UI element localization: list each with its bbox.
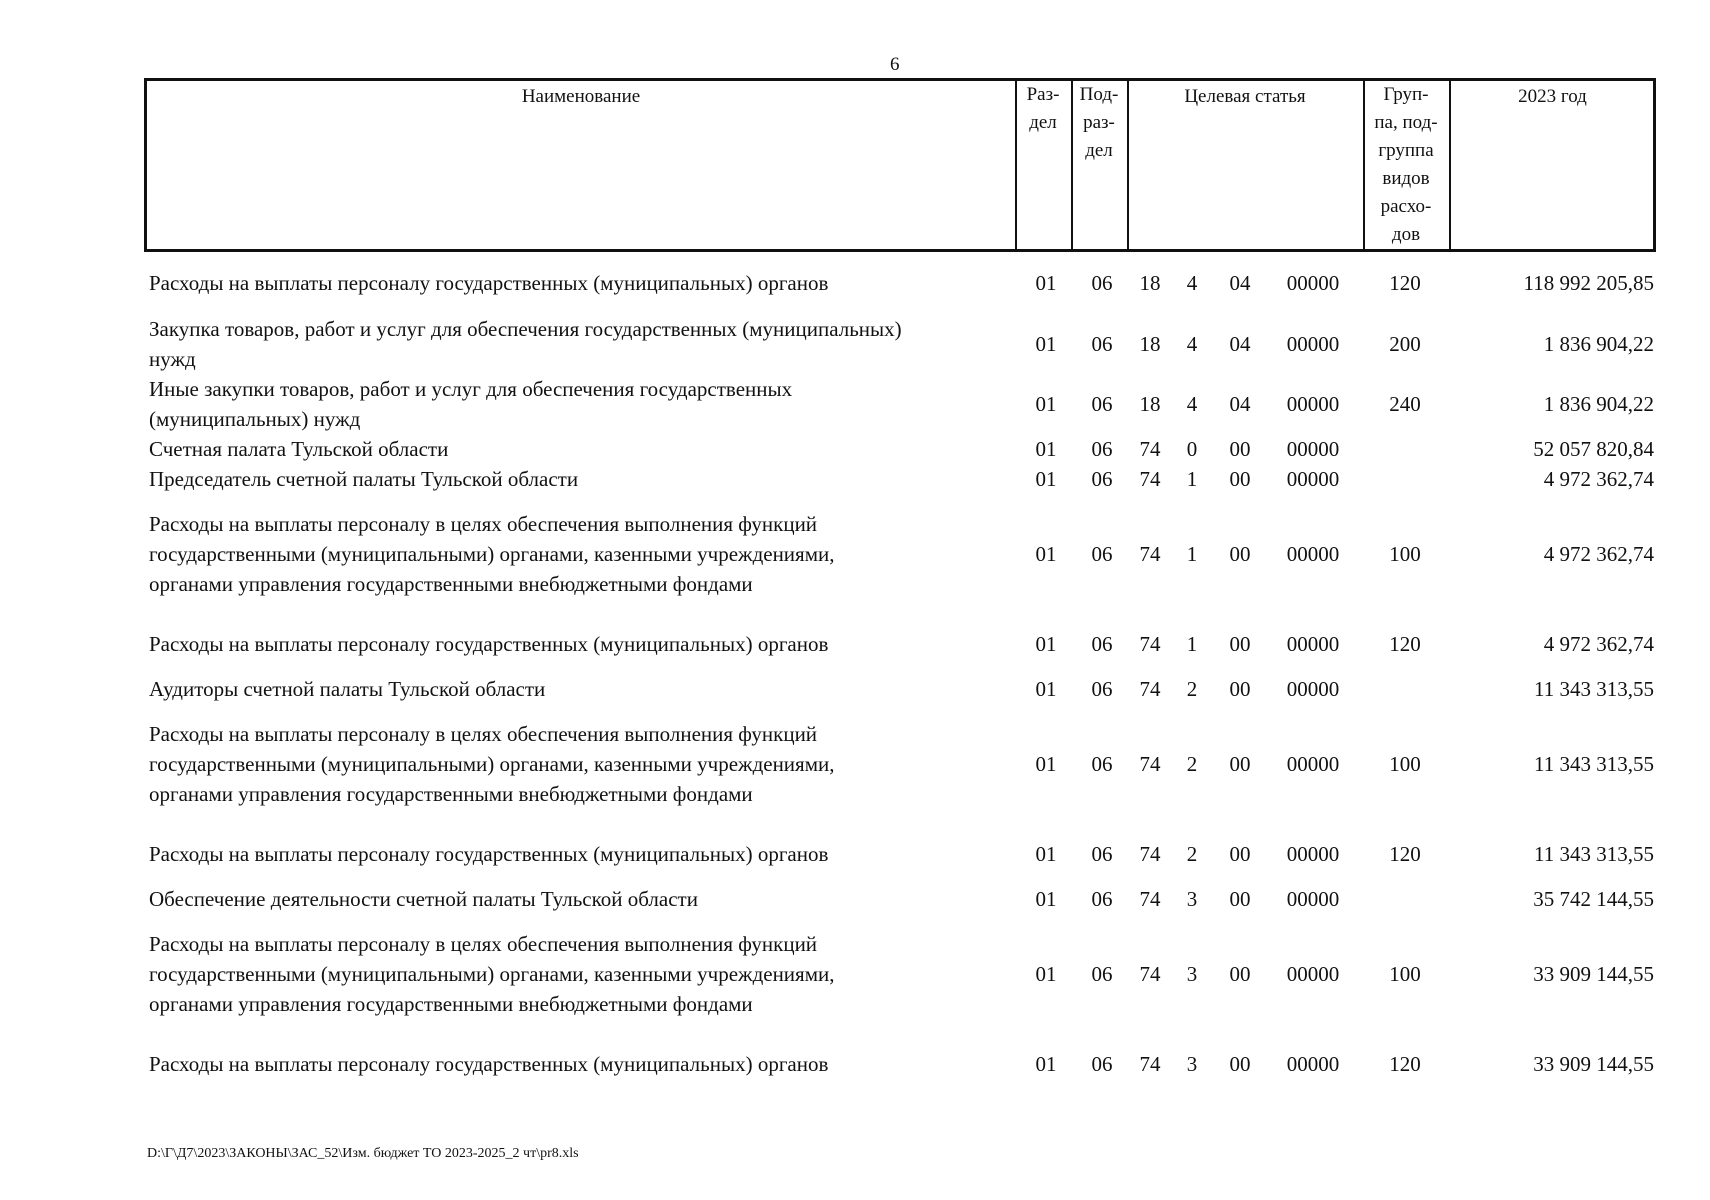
cell-cs-type: 3 bbox=[1186, 1052, 1198, 1076]
cell-razdel: 01 bbox=[1035, 842, 1057, 866]
cell-amount: 52 057 820,84 bbox=[1533, 437, 1654, 461]
cell-cs-direction: 00000 bbox=[1286, 632, 1340, 656]
cell-cs-type: 2 bbox=[1186, 752, 1198, 776]
cell-podrazdel: 06 bbox=[1091, 542, 1113, 566]
table-header bbox=[144, 78, 1656, 252]
cell-cs-subprogram: 00 bbox=[1229, 752, 1251, 776]
cell-cs-type: 4 bbox=[1186, 271, 1198, 295]
cell-cs-subprogram: 04 bbox=[1229, 392, 1251, 416]
cell-razdel: 01 bbox=[1035, 1052, 1057, 1076]
row-name: Расходы на выплаты персоналу государственных (муниципальных) органов bbox=[149, 632, 829, 656]
row-name: Счетная палата Тульской области bbox=[149, 437, 449, 461]
cell-cs-subprogram: 00 bbox=[1229, 467, 1251, 491]
row-name: Иные закупки товаров, работ и услуг для обеспечения государственных (муниципальных) нужд bbox=[149, 377, 793, 431]
cell-amount: 33 909 144,55 bbox=[1533, 1052, 1654, 1076]
cell-cs-subprogram: 00 bbox=[1229, 842, 1251, 866]
cell-cs-program: 74 bbox=[1139, 542, 1161, 566]
cell-cs-subprogram: 00 bbox=[1229, 437, 1251, 461]
cell-cs-direction: 00000 bbox=[1286, 677, 1340, 701]
cell-vr: 120 bbox=[1389, 632, 1421, 656]
cell-cs-subprogram: 00 bbox=[1229, 542, 1251, 566]
cell-cs-direction: 00000 bbox=[1286, 962, 1340, 986]
cell-vr: 100 bbox=[1389, 542, 1421, 566]
cell-amount: 11 343 313,55 bbox=[1534, 752, 1654, 776]
cell-amount: 4 972 362,74 bbox=[1543, 632, 1654, 656]
cell-podrazdel: 06 bbox=[1091, 467, 1113, 491]
cell-vr: 120 bbox=[1389, 1052, 1421, 1076]
row-name: Расходы на выплаты персоналу в целях обеспечения выполнения функций государственными (муниципальными) органами, казенными учреждениями, органами управления государственными внебюджетными фондами bbox=[149, 722, 835, 806]
cell-cs-type: 1 bbox=[1186, 632, 1198, 656]
cell-vr: 120 bbox=[1389, 842, 1421, 866]
cell-amount: 11 343 313,55 bbox=[1534, 842, 1654, 866]
cell-cs-program: 74 bbox=[1139, 632, 1161, 656]
cell-cs-direction: 00000 bbox=[1286, 271, 1340, 295]
cell-cs-program: 74 bbox=[1139, 962, 1161, 986]
cell-razdel: 01 bbox=[1035, 467, 1057, 491]
cell-podrazdel: 06 bbox=[1091, 962, 1113, 986]
cell-podrazdel: 06 bbox=[1091, 271, 1113, 295]
cell-cs-direction: 00000 bbox=[1286, 752, 1340, 776]
cell-podrazdel: 06 bbox=[1091, 677, 1113, 701]
cell-cs-subprogram: 04 bbox=[1229, 332, 1251, 356]
cell-podrazdel: 06 bbox=[1091, 1052, 1113, 1076]
header-name: Наименование bbox=[521, 86, 641, 107]
cell-cs-direction: 00000 bbox=[1286, 392, 1340, 416]
file-path-footer: D:\Г\Д7\2023\ЗАКОНЫ\ЗАС_52\Изм. бюджет ТО 2023-2025_2 чт\pr8.xls bbox=[147, 1146, 579, 1161]
cell-vr: 100 bbox=[1389, 752, 1421, 776]
cell-cs-direction: 00000 bbox=[1286, 887, 1340, 911]
cell-cs-type: 4 bbox=[1186, 332, 1198, 356]
cell-razdel: 01 bbox=[1035, 887, 1057, 911]
cell-cs-program: 74 bbox=[1139, 437, 1161, 461]
cell-razdel: 01 bbox=[1035, 332, 1057, 356]
cell-cs-type: 0 bbox=[1186, 437, 1198, 461]
cell-cs-program: 74 bbox=[1139, 842, 1161, 866]
cell-amount: 4 972 362,74 bbox=[1543, 542, 1654, 566]
cell-vr: 240 bbox=[1389, 392, 1421, 416]
header-razdel: Раз- дел bbox=[1026, 84, 1060, 133]
cell-cs-type: 3 bbox=[1186, 962, 1198, 986]
cell-cs-direction: 00000 bbox=[1286, 332, 1340, 356]
page-number: 6 bbox=[890, 54, 900, 75]
cell-razdel: 01 bbox=[1035, 752, 1057, 776]
cell-cs-program: 18 bbox=[1139, 392, 1161, 416]
cell-cs-program: 74 bbox=[1139, 752, 1161, 776]
cell-cs-type: 1 bbox=[1186, 467, 1198, 491]
cell-cs-direction: 00000 bbox=[1286, 542, 1340, 566]
row-name: Председатель счетной палаты Тульской области bbox=[149, 467, 579, 491]
cell-podrazdel: 06 bbox=[1091, 632, 1113, 656]
cell-cs-program: 18 bbox=[1139, 332, 1161, 356]
row-name: Обеспечение деятельности счетной палаты Тульской области bbox=[149, 887, 698, 911]
cell-cs-type: 4 bbox=[1186, 392, 1198, 416]
cell-cs-direction: 00000 bbox=[1286, 842, 1340, 866]
cell-razdel: 01 bbox=[1035, 392, 1057, 416]
header-year: 2023 год bbox=[1518, 86, 1587, 107]
cell-podrazdel: 06 bbox=[1091, 392, 1113, 416]
cell-cs-subprogram: 00 bbox=[1229, 962, 1251, 986]
cell-razdel: 01 bbox=[1035, 632, 1057, 656]
cell-razdel: 01 bbox=[1035, 437, 1057, 461]
cell-amount: 1 836 904,22 bbox=[1543, 332, 1654, 356]
cell-podrazdel: 06 bbox=[1091, 842, 1113, 866]
cell-vr: 200 bbox=[1389, 332, 1421, 356]
cell-razdel: 01 bbox=[1035, 677, 1057, 701]
row-name: Расходы на выплаты персоналу государственных (муниципальных) органов bbox=[149, 1052, 829, 1076]
cell-cs-subprogram: 00 bbox=[1229, 1052, 1251, 1076]
cell-podrazdel: 06 bbox=[1091, 437, 1113, 461]
row-name: Аудиторы счетной палаты Тульской области bbox=[149, 677, 546, 701]
cell-cs-type: 2 bbox=[1186, 677, 1198, 701]
cell-amount: 35 742 144,55 bbox=[1533, 887, 1654, 911]
cell-podrazdel: 06 bbox=[1091, 887, 1113, 911]
row-name: Закупка товаров, работ и услуг для обеспечения государственных (муниципальных) нужд bbox=[149, 317, 902, 371]
cell-cs-subprogram: 04 bbox=[1229, 271, 1251, 295]
header-podrazdel: Под- раз- дел bbox=[1079, 84, 1119, 161]
cell-cs-subprogram: 00 bbox=[1229, 632, 1251, 656]
cell-cs-type: 3 bbox=[1186, 887, 1198, 911]
cell-cs-direction: 00000 bbox=[1286, 437, 1340, 461]
row-name: Расходы на выплаты персоналу государственных (муниципальных) органов bbox=[149, 842, 829, 866]
cell-amount: 4 972 362,74 bbox=[1543, 467, 1654, 491]
cell-cs-program: 18 bbox=[1139, 271, 1161, 295]
header-gruppa-vidov-rashodov: Груп- па, под- группа видов расхо- дов bbox=[1374, 84, 1438, 245]
cell-razdel: 01 bbox=[1035, 962, 1057, 986]
cell-cs-direction: 00000 bbox=[1286, 1052, 1340, 1076]
row-name: Расходы на выплаты персоналу в целях обеспечения выполнения функций государственными (муниципальными) органами, казенными учреждениями, органами управления государственными внебюджетными фондами bbox=[149, 512, 835, 596]
row-name: Расходы на выплаты персоналу в целях обеспечения выполнения функций государственными (муниципальными) органами, казенными учреждениями, органами управления государственными внебюджетными фондами bbox=[149, 932, 835, 1016]
cell-razdel: 01 bbox=[1035, 542, 1057, 566]
cell-cs-direction: 00000 bbox=[1286, 467, 1340, 491]
cell-vr: 100 bbox=[1389, 962, 1421, 986]
cell-cs-type: 1 bbox=[1186, 542, 1198, 566]
cell-cs-program: 74 bbox=[1139, 467, 1161, 491]
cell-cs-program: 74 bbox=[1139, 1052, 1161, 1076]
cell-podrazdel: 06 bbox=[1091, 332, 1113, 356]
cell-amount: 33 909 144,55 bbox=[1533, 962, 1654, 986]
cell-amount: 11 343 313,55 bbox=[1534, 677, 1654, 701]
cell-razdel: 01 bbox=[1035, 271, 1057, 295]
cell-podrazdel: 06 bbox=[1091, 752, 1113, 776]
cell-amount: 118 992 205,85 bbox=[1523, 271, 1654, 295]
cell-cs-program: 74 bbox=[1139, 887, 1161, 911]
cell-vr: 120 bbox=[1389, 271, 1421, 295]
header-celevaya-statya: Целевая статья bbox=[1184, 86, 1306, 107]
cell-cs-subprogram: 00 bbox=[1229, 677, 1251, 701]
cell-amount: 1 836 904,22 bbox=[1543, 392, 1654, 416]
cell-cs-program: 74 bbox=[1139, 677, 1161, 701]
cell-cs-subprogram: 00 bbox=[1229, 887, 1251, 911]
row-name: Расходы на выплаты персоналу государственных (муниципальных) органов bbox=[149, 271, 829, 295]
cell-cs-type: 2 bbox=[1186, 842, 1198, 866]
